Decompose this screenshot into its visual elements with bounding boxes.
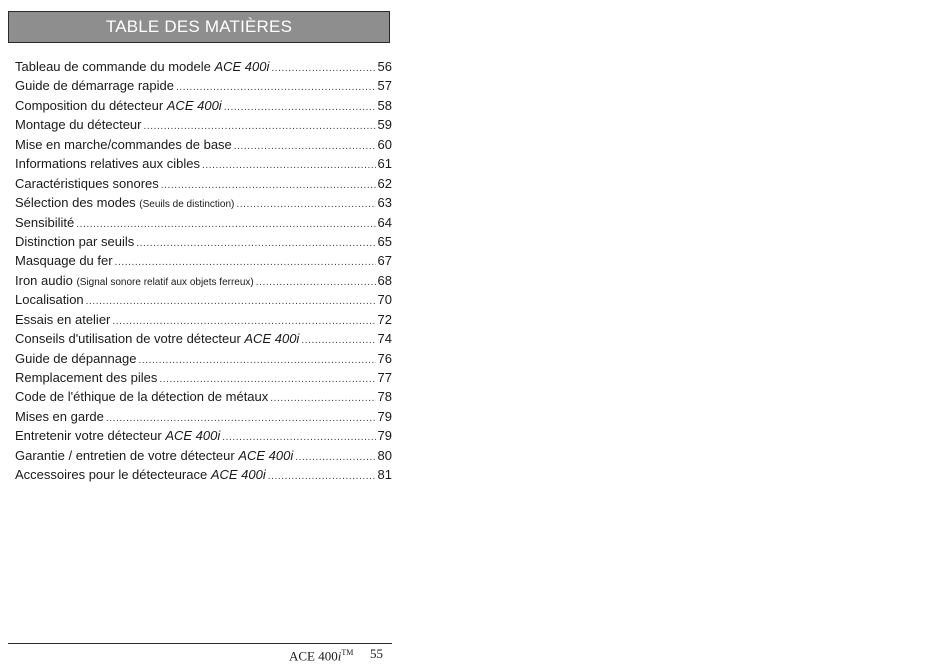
toc-entry-title xyxy=(15,312,110,327)
toc-entry-page: 78 xyxy=(377,389,392,405)
toc-dot-leader xyxy=(76,219,375,230)
toc-entry-label: Guide de dépannage xyxy=(15,350,137,366)
toc-dot-leader xyxy=(222,432,375,443)
toc-entry-page: 79 xyxy=(377,428,392,444)
toc-dot-leader xyxy=(112,316,375,327)
toc-entry xyxy=(15,98,392,117)
toc-entry-title xyxy=(15,215,74,230)
toc-dot-leader xyxy=(236,199,375,210)
toc-entry-label: Tableau de commande du modele xyxy=(15,59,215,74)
toc-dot-leader xyxy=(115,257,376,268)
toc-entry-label: Composition du détecteur xyxy=(15,97,167,113)
footer-model-label xyxy=(289,648,353,664)
toc-entry-page: 74 xyxy=(377,331,392,347)
toc-dot-leader xyxy=(176,82,376,93)
toc-entry-label: Distinction par seuils xyxy=(15,233,135,249)
toc-dot-leader xyxy=(268,471,376,482)
toc-entry-page: 59 xyxy=(377,117,392,133)
table-of-contents xyxy=(15,59,392,487)
toc-dot-leader xyxy=(256,277,376,288)
toc-entry-label: Conseils d'utilisation de votre détecteur xyxy=(15,331,245,347)
toc-dot-leader xyxy=(161,180,376,191)
toc-entry-label: Guide de démarrage rapide xyxy=(15,78,174,94)
toc-dot-leader xyxy=(234,141,376,152)
toc-dot-leader xyxy=(301,335,375,346)
toc-entry-title xyxy=(15,370,157,385)
toc-entry-model: ACE 400i xyxy=(214,59,270,74)
footer-model-suffix: i xyxy=(337,648,342,664)
toc-entry-label: Sélection des modes xyxy=(15,195,140,211)
toc-entry-title xyxy=(15,331,299,346)
toc-entry xyxy=(15,137,392,156)
toc-entry-label: Garantie / entretien de votre détecteur xyxy=(15,447,239,463)
toc-entry-title xyxy=(15,137,232,152)
toc-entry-page: 81 xyxy=(377,467,392,483)
toc-entry-model: ACE 400i xyxy=(238,447,294,463)
toc-entry-title xyxy=(15,273,254,288)
toc-dot-leader xyxy=(143,121,375,132)
toc-dot-leader xyxy=(202,160,376,171)
toc-entry-label: Remplacement des piles xyxy=(15,370,158,385)
toc-entry-title xyxy=(15,156,200,171)
toc-entry-page: 57 xyxy=(377,78,392,94)
toc-entry-model: ACE 400i xyxy=(210,467,266,483)
toc-entry-title xyxy=(15,389,268,404)
toc-entry-page: 58 xyxy=(377,97,392,113)
toc-entry-label: Accessoires pour le détecteurace xyxy=(15,467,211,483)
toc-entry-label: Iron audio xyxy=(15,272,77,288)
toc-dot-leader xyxy=(136,238,375,249)
toc-entry-label: Entretenir votre détecteur xyxy=(15,428,166,444)
toc-entry xyxy=(15,331,392,350)
toc-dot-leader xyxy=(224,102,376,113)
toc-entry-label: Code de l'éthique de la détection de métaux xyxy=(15,389,269,405)
toc-dot-leader xyxy=(159,374,375,385)
toc-entry-title xyxy=(15,292,84,307)
toc-entry-title xyxy=(15,78,174,93)
toc-entry-label: Essais en atelier xyxy=(15,311,111,327)
toc-dot-leader xyxy=(271,63,375,74)
toc-entry xyxy=(15,234,392,253)
toc-entry-title xyxy=(15,351,136,366)
toc-entry-page: 64 xyxy=(377,214,392,230)
toc-dot-leader xyxy=(295,452,375,463)
toc-dot-leader xyxy=(138,355,375,366)
toc-entry-page: 63 xyxy=(377,195,392,211)
toc-entry-note: (Seuils de distinction) xyxy=(139,199,235,211)
toc-entry-title xyxy=(15,98,222,113)
toc-entry-title xyxy=(15,117,141,132)
page-title: TABLE DES MATIÈRES xyxy=(105,17,293,36)
toc-entry-model: ACE 400i xyxy=(165,428,221,444)
toc-entry-title xyxy=(15,448,293,463)
toc-entry-model: ACE 400i xyxy=(166,97,222,113)
toc-entry-title xyxy=(15,409,104,424)
toc-entry xyxy=(15,59,392,78)
toc-dot-leader xyxy=(106,413,376,424)
toc-entry xyxy=(15,195,392,214)
toc-entry-page: 79 xyxy=(377,408,392,424)
toc-entry-title xyxy=(15,253,113,268)
toc-entry-label: Caractéristiques sonores xyxy=(15,175,159,191)
toc-entry-page: 67 xyxy=(377,253,392,269)
footer-page-number: 55 xyxy=(370,646,383,661)
toc-entry-label: Masquage du fer xyxy=(15,253,113,269)
toc-entry xyxy=(15,467,392,486)
toc-entry-page: 68 xyxy=(377,272,392,288)
toc-entry xyxy=(15,351,392,370)
toc-entry-label: Informations relatives aux cibles xyxy=(15,156,200,172)
toc-entry-title xyxy=(15,467,266,482)
toc-entry-note: (Signal sonore relatif aux objets ferreux) xyxy=(76,276,254,288)
toc-entry xyxy=(15,215,392,234)
footer-trademark: TM xyxy=(341,648,354,657)
toc-entry xyxy=(15,448,392,467)
toc-entry-label: Mises en garde xyxy=(15,408,104,424)
toc-entry xyxy=(15,389,392,408)
toc-entry xyxy=(15,176,392,195)
toc-entry xyxy=(15,292,392,311)
toc-entry-page: 72 xyxy=(377,311,392,327)
footer-divider xyxy=(8,643,392,644)
toc-entry-label: Sensibilité xyxy=(15,214,75,230)
toc-entry xyxy=(15,409,392,428)
toc-entry xyxy=(15,370,392,389)
toc-entry-title xyxy=(15,195,234,210)
toc-entry-title xyxy=(15,234,134,249)
toc-entry-model: ACE 400i xyxy=(244,331,300,347)
toc-entry-page: 70 xyxy=(377,292,392,308)
toc-entry xyxy=(15,117,392,136)
toc-entry-page: 77 xyxy=(377,370,392,385)
toc-entry-title xyxy=(15,428,220,443)
toc-entry-page: 76 xyxy=(377,350,392,366)
section-title-banner xyxy=(8,11,390,43)
toc-entry-page: 60 xyxy=(377,136,392,152)
toc-entry-label: Localisation xyxy=(15,292,84,308)
toc-entry-page: 62 xyxy=(377,175,392,191)
toc-entry xyxy=(15,428,392,447)
toc-entry-label: Mise en marche/commandes de base xyxy=(15,136,232,152)
toc-entry xyxy=(15,253,392,272)
toc-entry-title xyxy=(15,176,159,191)
toc-dot-leader xyxy=(270,393,375,404)
toc-dot-leader xyxy=(86,296,376,307)
toc-entry-page: 80 xyxy=(377,447,392,463)
toc-entry xyxy=(15,312,392,331)
toc-entry-page: 61 xyxy=(377,156,392,172)
toc-entry-label: Montage du détecteur xyxy=(15,117,142,133)
toc-entry xyxy=(15,156,392,175)
toc-entry-title xyxy=(15,59,269,74)
toc-entry xyxy=(15,273,392,292)
toc-entry-page: 65 xyxy=(377,233,392,249)
toc-entry xyxy=(15,78,392,97)
footer-model-prefix: ACE 400 xyxy=(289,648,338,664)
toc-entry-page: 56 xyxy=(377,59,392,74)
